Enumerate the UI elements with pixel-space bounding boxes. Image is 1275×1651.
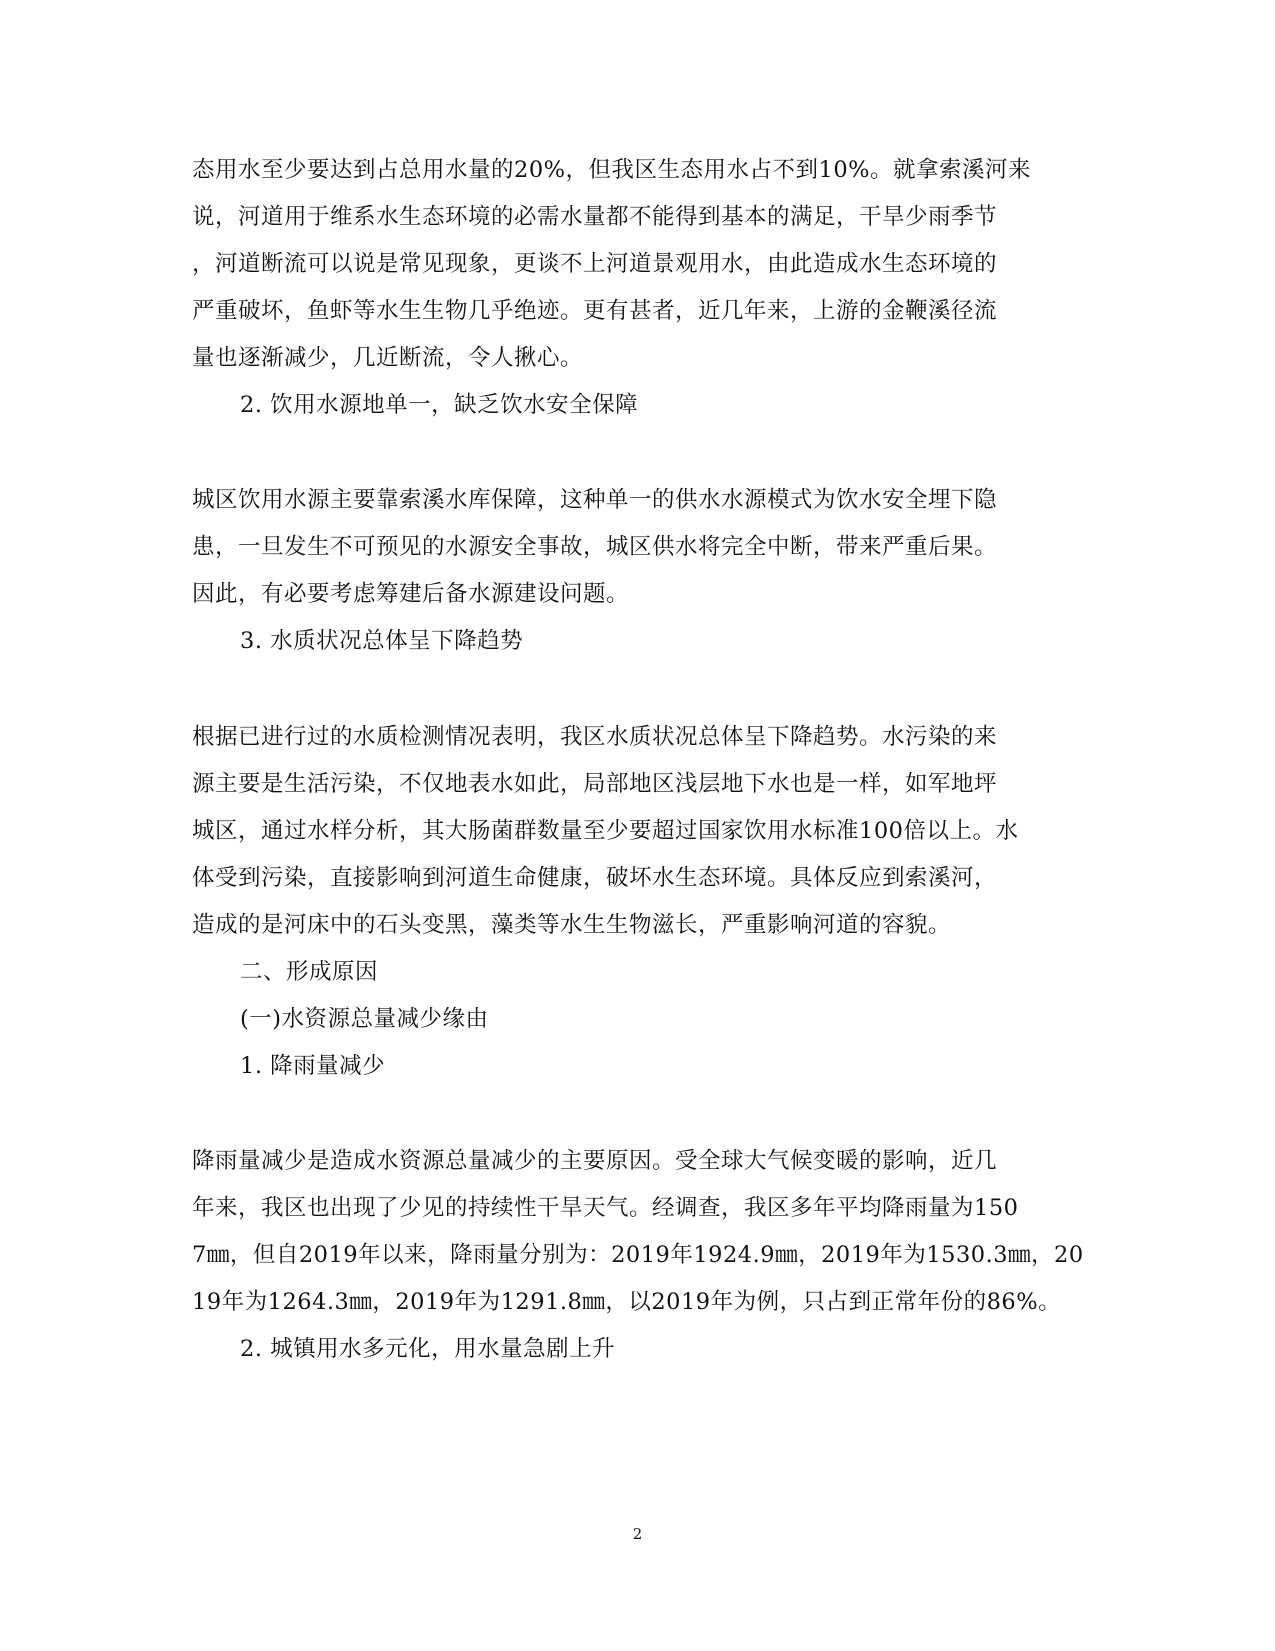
paragraph-line: 降雨量减少是造成水资源总量减少的主要原因。受全球大气候变暖的影响，近几 xyxy=(192,1148,998,1174)
paragraph-line: 19年为1264.3㎜，2019年为1291.8㎜，以2019年为例，只占到正常年份的86%。 xyxy=(192,1289,1062,1315)
paragraph-line: 城区，通过水样分析，其大肠菌群数量至少要超过国家饮用水标准100倍以上。水 xyxy=(192,818,1019,844)
paragraph-line: 城区饮用水源主要靠索溪水库保障，这种单一的供水水源模式为饮水安全埋下隐 xyxy=(192,487,998,513)
paragraph-line: 说，河道用于维系水生态环境的必需水量都不能得到基本的满足，干旱少雨季节 xyxy=(192,204,998,230)
paragraph-line: 造成的是河床中的石头变黑，藻类等水生生物滋长，严重影响河道的容貌。 xyxy=(192,912,952,938)
paragraph-line: 因此，有必要考虑筹建后备水源建设问题。 xyxy=(192,581,630,607)
section-heading: 2. 饮用水源地单一，缺乏饮水安全保障 xyxy=(240,392,639,418)
paragraph-line: 患，一旦发生不可预见的水源安全事故，城区供水将完全中断，带来严重后果。 xyxy=(192,534,998,560)
paragraph-line: 体受到污染，直接影响到河道生命健康，破坏水生态环境。具体反应到索溪河， xyxy=(192,865,998,891)
section-heading: 2. 城镇用水多元化，用水量急剧上升 xyxy=(240,1336,616,1362)
page-number: 2 xyxy=(632,1525,643,1543)
paragraph-line: 7㎜，但自2019年以来，降雨量分别为：2019年1924.9㎜，2019年为1530.3㎜，20 xyxy=(192,1242,1084,1268)
section-heading: 3. 水质状况总体呈下降趋势 xyxy=(240,628,524,654)
paragraph-line: 态用水至少要达到占总用水量的20%，但我区生态用水占不到10%。就拿索溪河来 xyxy=(192,157,1032,183)
section-heading: 二、形成原因 xyxy=(240,959,379,985)
paragraph-line: 严重破坏，鱼虾等水生生物几乎绝迹。更有甚者，近几年来，上游的金鞭溪径流 xyxy=(192,298,998,324)
paragraph-line: ，河道断流可以说是常见现象，更谈不上河道景观用水，由此造成水生态环境的 xyxy=(192,251,998,277)
paragraph-line: 根据已进行过的水质检测情况表明，我区水质状况总体呈下降趋势。水污染的来 xyxy=(192,724,998,750)
paragraph-line: 量也逐渐减少，几近断流，令人揪心。 xyxy=(192,345,584,371)
paragraph-line: 源主要是生活污染，不仅地表水如此，局部地区浅层地下水也是一样，如军地坪 xyxy=(192,771,998,797)
section-heading: 1. 降雨量减少 xyxy=(240,1053,386,1079)
paragraph-line: 年来，我区也出现了少见的持续性干旱天气。经调查，我区多年平均降雨量为150 xyxy=(192,1195,1019,1221)
section-heading: (一)水资源总量减少缘由 xyxy=(240,1006,489,1032)
